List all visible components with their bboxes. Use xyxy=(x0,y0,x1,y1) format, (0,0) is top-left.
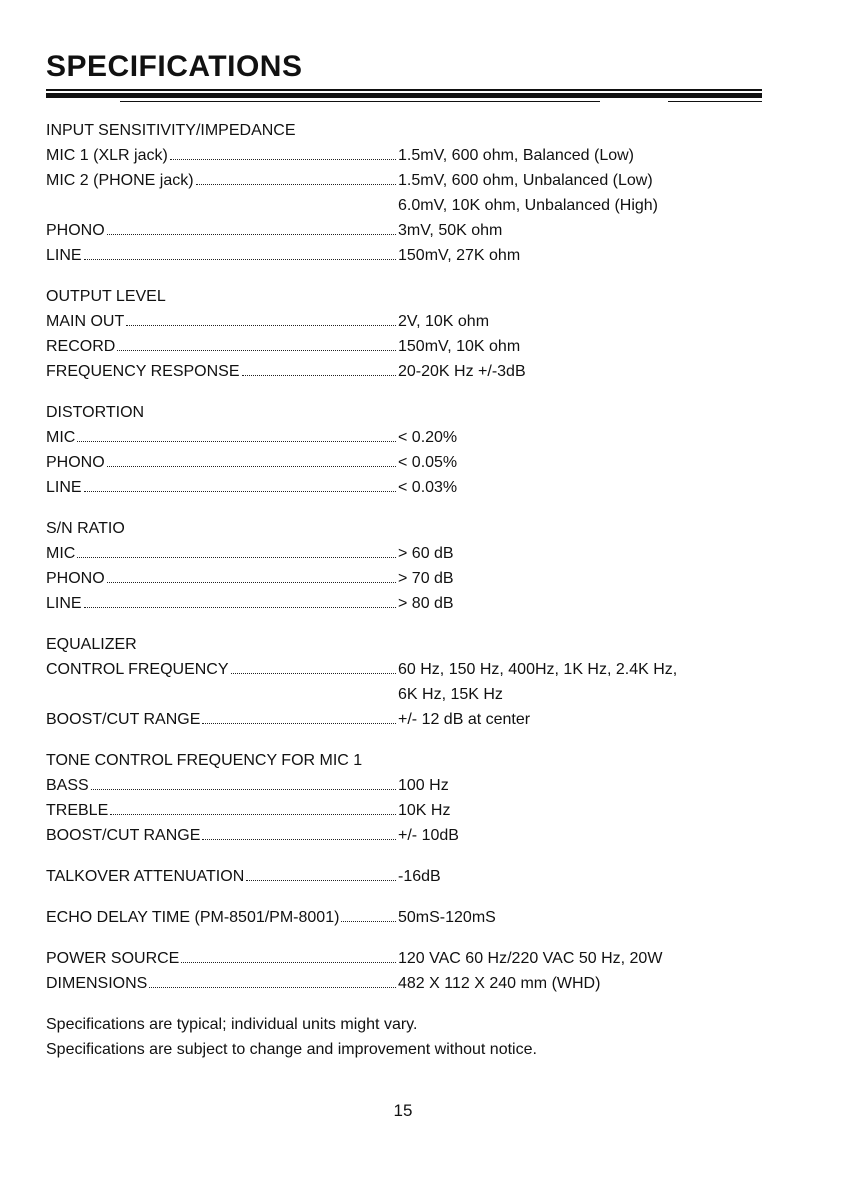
spec-row xyxy=(46,946,776,971)
spec-label: LINE xyxy=(46,595,82,612)
spec-row xyxy=(46,591,776,616)
spec-label: TALKOVER ATTENUATION xyxy=(46,868,245,885)
spec-label: LINE xyxy=(46,247,82,264)
spec-value: 482 X 112 X 240 mm (WHD) xyxy=(398,975,601,992)
spec-label: LINE xyxy=(46,479,82,496)
dot-leader xyxy=(84,491,396,492)
spec-value: 6K Hz, 15K Hz xyxy=(398,686,503,703)
spec-value: +/- 12 dB at center xyxy=(398,711,531,728)
spec-section xyxy=(46,946,776,996)
title-rule-thin xyxy=(46,89,762,91)
spec-value: < 0.20% xyxy=(398,429,458,446)
spec-row xyxy=(46,971,776,996)
spec-value: > 60 dB xyxy=(398,545,454,562)
dot-leader xyxy=(341,921,396,922)
section-heading: INPUT SENSITIVITY/IMPEDANCE xyxy=(46,122,296,139)
dot-leader xyxy=(231,673,396,674)
dot-leader xyxy=(181,962,396,963)
spec-value: 2V, 10K ohm xyxy=(398,313,490,330)
dot-leader xyxy=(107,466,396,467)
spec-row xyxy=(46,541,776,566)
spec-value: 20-20K Hz +/-3dB xyxy=(398,363,526,380)
spec-row xyxy=(46,359,776,384)
spec-label: BASS xyxy=(46,777,89,794)
section-heading: S/N RATIO xyxy=(46,520,125,537)
spec-label: RECORD xyxy=(46,338,116,355)
spec-row xyxy=(46,425,776,450)
spec-section xyxy=(46,400,776,500)
spec-label: BOOST/CUT RANGE xyxy=(46,711,201,728)
dot-leader xyxy=(91,789,396,790)
spec-label: TREBLE xyxy=(46,802,109,819)
spec-label: PHONO xyxy=(46,222,105,239)
page-title: SPECIFICATIONS xyxy=(46,50,303,83)
spec-value: 6.0mV, 10K ohm, Unbalanced (High) xyxy=(398,197,658,214)
spec-row xyxy=(46,864,776,889)
spec-value: 100 Hz xyxy=(398,777,449,794)
spec-row xyxy=(46,218,776,243)
spec-section xyxy=(46,284,776,384)
spec-label: MIC xyxy=(46,429,76,446)
spec-value: 120 VAC 60 Hz/220 VAC 50 Hz, 20W xyxy=(398,950,663,967)
note-line: Specifications are subject to change and improvement without notice. xyxy=(46,1041,537,1058)
section-heading: TONE CONTROL FREQUENCY FOR MIC 1 xyxy=(46,752,363,769)
dot-leader xyxy=(84,607,396,608)
spec-row xyxy=(46,334,776,359)
spec-value: < 0.03% xyxy=(398,479,458,496)
dot-leader xyxy=(117,350,396,351)
spec-value: > 80 dB xyxy=(398,595,454,612)
dot-leader xyxy=(84,259,396,260)
spec-row xyxy=(46,193,776,218)
spec-row xyxy=(46,566,776,591)
note-line: Specifications are typical; individual units might vary. xyxy=(46,1016,418,1033)
spec-row xyxy=(46,905,776,930)
spec-value: 150mV, 27K ohm xyxy=(398,247,521,264)
spec-value: -16dB xyxy=(398,868,441,885)
section-heading: DISTORTION xyxy=(46,404,145,421)
spec-section xyxy=(46,905,776,930)
title-rule-dash-end xyxy=(668,101,762,102)
spec-row xyxy=(46,309,776,334)
dot-leader xyxy=(242,375,396,376)
spec-section xyxy=(46,864,776,889)
spec-label: MIC 2 (PHONE jack) xyxy=(46,172,194,189)
spec-row xyxy=(46,823,776,848)
spec-section xyxy=(46,632,776,732)
spec-label: DIMENSIONS xyxy=(46,975,148,992)
spec-label: POWER SOURCE xyxy=(46,950,180,967)
spec-label: ECHO DELAY TIME (PM-8501/PM-8001) xyxy=(46,909,340,926)
dot-leader xyxy=(77,441,396,442)
spec-row xyxy=(46,707,776,732)
spec-label: PHONO xyxy=(46,570,105,587)
spec-row xyxy=(46,798,776,823)
spec-value: 150mV, 10K ohm xyxy=(398,338,521,355)
spec-value: > 70 dB xyxy=(398,570,454,587)
spec-row xyxy=(46,450,776,475)
dot-leader xyxy=(202,723,396,724)
spec-section xyxy=(46,118,776,268)
spec-value: < 0.05% xyxy=(398,454,458,471)
spec-value: 1.5mV, 600 ohm, Balanced (Low) xyxy=(398,147,634,164)
dot-leader xyxy=(110,814,396,815)
specifications-content xyxy=(46,118,776,1062)
dot-leader xyxy=(77,557,396,558)
spec-label: MIC 1 (XLR jack) xyxy=(46,147,168,164)
dot-leader xyxy=(126,325,396,326)
dot-leader xyxy=(246,880,396,881)
spec-value: +/- 10dB xyxy=(398,827,459,844)
spec-row xyxy=(46,773,776,798)
spec-row xyxy=(46,143,776,168)
spec-section xyxy=(46,516,776,616)
spec-label: PHONO xyxy=(46,454,105,471)
spec-row xyxy=(46,243,776,268)
spec-label: MIC xyxy=(46,545,76,562)
spec-row xyxy=(46,168,776,193)
dot-leader xyxy=(107,234,396,235)
spec-value: 10K Hz xyxy=(398,802,451,819)
title-rule-thick xyxy=(46,93,762,98)
spec-value: 1.5mV, 600 ohm, Unbalanced (Low) xyxy=(398,172,653,189)
section-heading: OUTPUT LEVEL xyxy=(46,288,166,305)
spec-value: 3mV, 50K ohm xyxy=(398,222,503,239)
dot-leader xyxy=(196,184,396,185)
dot-leader xyxy=(202,839,396,840)
dot-leader xyxy=(170,159,396,160)
dot-leader xyxy=(107,582,396,583)
spec-row xyxy=(46,657,776,682)
dot-leader xyxy=(149,987,396,988)
spec-value: 60 Hz, 150 Hz, 400Hz, 1K Hz, 2.4K Hz, xyxy=(398,661,678,678)
spec-value: 50mS-120mS xyxy=(398,909,496,926)
spec-label: FREQUENCY RESPONSE xyxy=(46,363,240,380)
section-heading: EQUALIZER xyxy=(46,636,137,653)
page-number: 15 xyxy=(393,1101,413,1120)
spec-label: MAIN OUT xyxy=(46,313,125,330)
spec-row xyxy=(46,682,776,707)
spec-label: BOOST/CUT RANGE xyxy=(46,827,201,844)
spec-row xyxy=(46,475,776,500)
notes xyxy=(46,1012,776,1062)
spec-section xyxy=(46,748,776,848)
title-rule-dash xyxy=(120,101,600,102)
spec-label: CONTROL FREQUENCY xyxy=(46,661,229,678)
